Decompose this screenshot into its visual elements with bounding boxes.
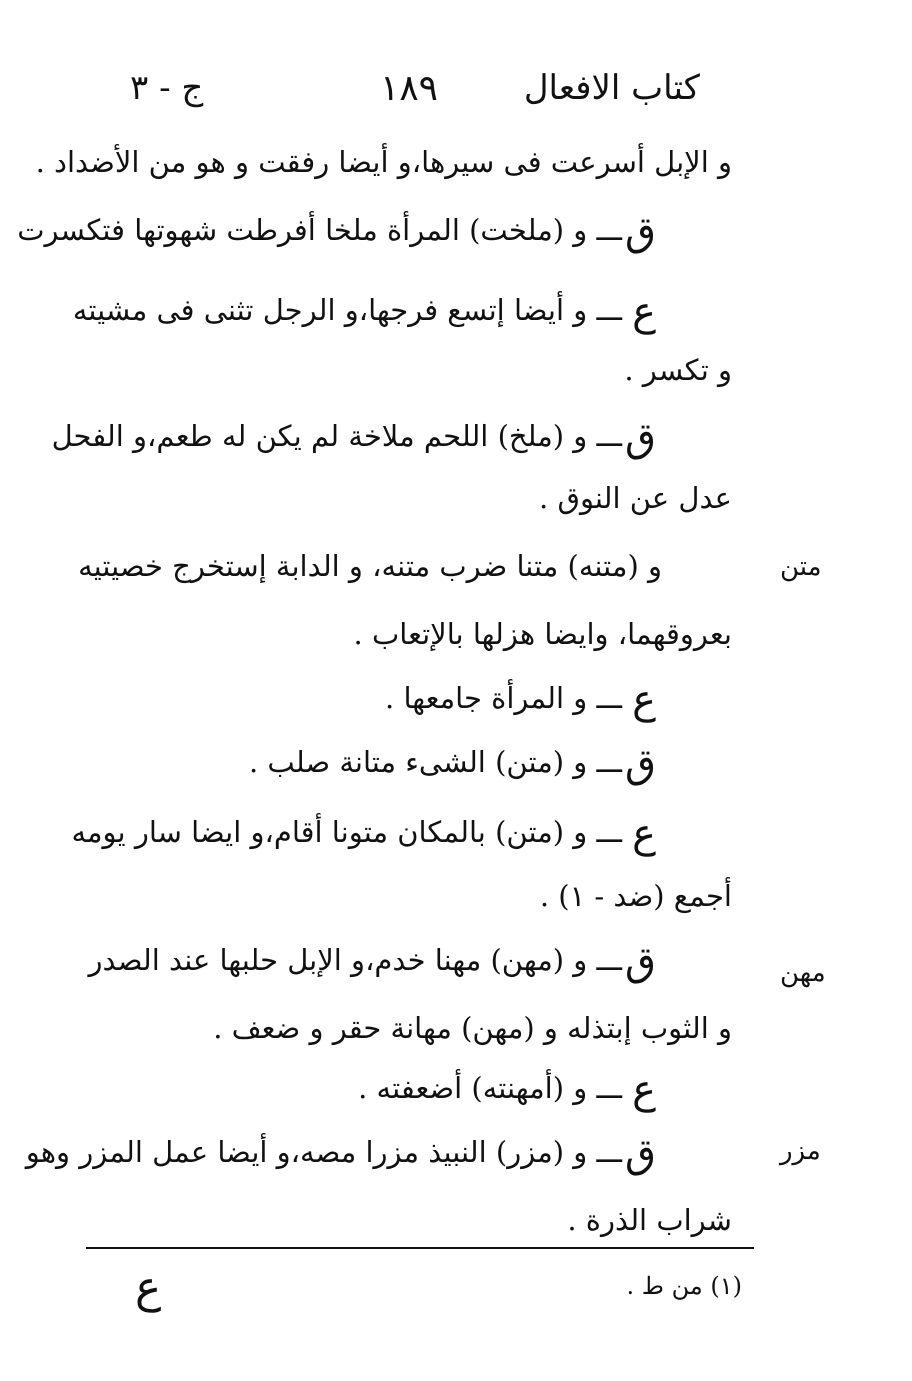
footnote: (١) من ط . [626, 1272, 742, 1300]
text-line: ـــ و المرأة جامعها . [385, 681, 622, 715]
text-line: شراب الذرة . [567, 1203, 732, 1237]
text-line: و تكسر . [624, 353, 732, 387]
line-indicator: ع [632, 811, 656, 857]
line-indicator: ع [632, 289, 656, 335]
text-line: ـــ و (ملخت) المرأة ملخا أفرطت شهوتها فتكسرت [17, 213, 622, 247]
book-title: كتاب الافعال [523, 68, 700, 108]
volume-label: ج - ٣ [130, 68, 204, 108]
text-line: و (متنه) متنا ضرب متنه، و الدابة إستخرج خصيتيه [78, 549, 662, 583]
text-line: ـــ و (مزر) النبيذ مزرا مصه،و أيضا عمل المزر وهو [25, 1135, 622, 1169]
text-line: ـــ و (مهن) مهنا خدم،و الإبل حلبها عند الصدر [88, 943, 622, 977]
page-number: ١٨٩ [380, 68, 439, 109]
text-line: عدل عن النوق . [539, 481, 732, 515]
margin-root-word: مزر [780, 1136, 821, 1166]
text-line: ـــ و (متن) بالمكان متونا أقام،و ايضا سار يومه [71, 815, 622, 849]
page-header [110, 68, 710, 118]
line-indicator: ق [624, 415, 656, 461]
text-line: ـــ و أيضا إتسع فرجها،و الرجل تثنى فى مشيته [72, 293, 622, 327]
text-line: و الثوب إبتذله و (مهن) مهانة حقر و ضعف . [213, 1011, 732, 1045]
signature-letter: ع [135, 1262, 162, 1313]
line-indicator: ق [624, 741, 656, 787]
text-line: ـــ و (أمهنته) أضعفته . [358, 1071, 622, 1105]
line-indicator: ق [624, 209, 656, 255]
text-line: ـــ و (متن) الشىء متانة صلب . [248, 745, 622, 779]
line-indicator: ع [632, 1067, 656, 1113]
line-indicator: ق [624, 939, 656, 985]
text-line: بعروقهما، وايضا هزلها بالإتعاب . [353, 617, 732, 651]
margin-root-word: متن [780, 552, 822, 582]
line-indicator: ع [632, 677, 656, 723]
margin-root-word: مهن [780, 958, 826, 988]
text-line: و الإبل أسرعت فى سيرها،و أيضا رفقت و هو من الأضداد . [35, 145, 732, 179]
text-line: أجمع (ضد - ١) . [539, 879, 732, 913]
line-indicator: ق [624, 1131, 656, 1177]
footnote-divider [86, 1247, 754, 1249]
text-line: ـــ و (ملخ) اللحم ملاخة لم يكن له طعم،و الفحل [51, 419, 622, 453]
